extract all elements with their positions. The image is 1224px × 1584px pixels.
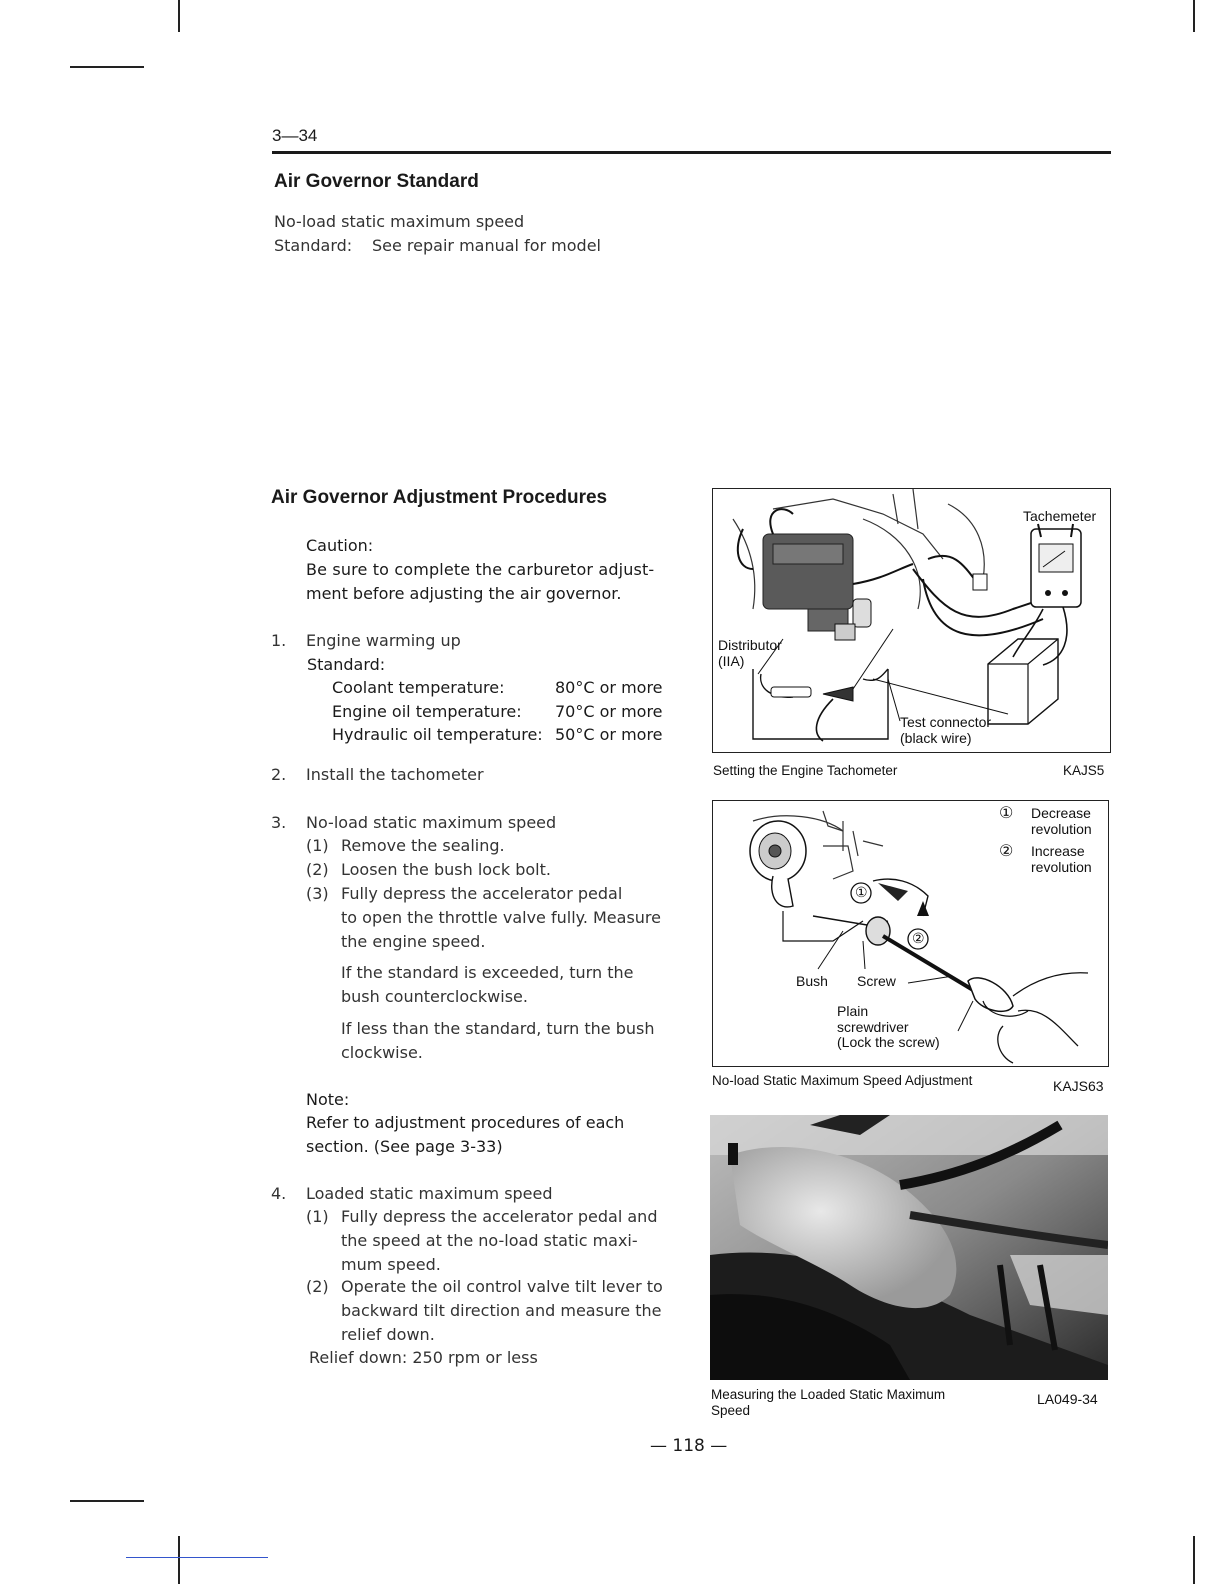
section-title-procedures: Air Governor Adjustment Procedures (271, 487, 608, 508)
legend2-line1: Increase (1031, 843, 1085, 859)
speed-adjustment-illustration (713, 801, 1108, 1066)
step3-title: No-load static maximum speed (306, 813, 557, 832)
label-test-connector-line1: Test connector (900, 714, 992, 730)
step3-less-line2: clockwise. (341, 1043, 423, 1062)
label-distributor-line1: Distributor (718, 637, 782, 653)
photo-illustration (710, 1115, 1108, 1380)
step3-sub2: Loosen the bush lock bolt. (341, 860, 551, 879)
step3-sub3-line1: Fully depress the accelerator pedal (341, 884, 623, 903)
step3-sub1: Remove the sealing. (341, 836, 505, 855)
relief-down: Relief down: 250 rpm or less (309, 1348, 538, 1367)
legend1-line2: revolution (1031, 821, 1092, 837)
crop-mark-left-top (70, 66, 144, 68)
coolant-label: Coolant temperature: (332, 678, 505, 697)
step3-exceed-line1: If the standard is exceeded, turn the (341, 963, 634, 982)
standard-value: See repair manual for model (372, 236, 601, 255)
label-screw: Screw (857, 973, 896, 989)
step3-sub3-line3: the engine speed. (341, 932, 486, 951)
caution-label: Caution: (306, 536, 374, 555)
screwdriver (883, 936, 1013, 1011)
step3-sub3-number: (3) (306, 884, 329, 903)
engine-oil-value: 70°C or more (555, 702, 663, 721)
figure2-code: KAJS63 (1053, 1078, 1104, 1094)
step3-number: 3. (271, 813, 287, 832)
step1-number: 1. (271, 631, 287, 650)
step4-number: 4. (271, 1184, 287, 1203)
adjuster-knob (750, 821, 806, 881)
figure3-caption-line2: Speed (711, 1403, 751, 1418)
caution-line1: Be sure to complete the carburetor adjust- (306, 560, 655, 579)
figure3-caption-line1: Measuring the Loaded Static Maximum (711, 1387, 946, 1402)
coolant-value: 80°C or more (555, 678, 663, 697)
engine-oil-label: Engine oil temperature: (332, 702, 522, 721)
crop-mark-bottom-baseline (126, 1557, 268, 1558)
crop-mark-left-bottom (70, 1500, 144, 1502)
page-number: — 118 — (650, 1436, 728, 1456)
step3-sub3-line2: to open the throttle valve fully. Measure (341, 908, 661, 927)
page-reference: 3—34 (272, 126, 318, 145)
tachometer-meter (1031, 524, 1081, 607)
crop-mark-top-left (178, 0, 180, 32)
section-title-standard: Air Governor Standard (274, 171, 479, 192)
legend1-number: ① (999, 805, 1014, 822)
label-plain-line3: (Lock the screw) (837, 1034, 940, 1050)
step4-sub1-line3: mum speed. (341, 1255, 441, 1274)
standard-line1: No-load static maximum speed (274, 212, 525, 231)
crop-mark-bottom-right (1193, 1536, 1195, 1584)
figure3-code: LA049-34 (1037, 1391, 1098, 1407)
step1-standard: Standard: (307, 655, 386, 674)
hydraulic-oil-value: 50°C or more (555, 725, 663, 744)
step4-title: Loaded static maximum speed (306, 1184, 553, 1203)
label-bush: Bush (796, 973, 828, 989)
crop-mark-top-right (1193, 0, 1195, 32)
figure1-code: KAJS5 (1063, 763, 1105, 778)
step4-sub1-line1: Fully depress the accelerator pedal and (341, 1207, 658, 1226)
label-plain-line1: Plain (837, 1003, 869, 1019)
step3-less-line1: If less than the standard, turn the bush (341, 1019, 655, 1038)
step4-sub2-line1: Operate the oil control valve tilt lever to (341, 1277, 663, 1296)
step3-sub1-number: (1) (306, 836, 329, 855)
label-plain-line2: screwdriver (837, 1019, 909, 1035)
step3-exceed-line2: bush counterclockwise. (341, 987, 528, 1006)
tachometer-illustration (713, 489, 1110, 752)
photo-loaded-speed (710, 1115, 1108, 1380)
step4-sub2-line3: relief down. (341, 1325, 435, 1344)
label-distributor-line2: (IIA) (718, 653, 745, 669)
note-label: Note: (306, 1090, 350, 1109)
step4-sub2-line2: backward tilt direction and measure the (341, 1301, 662, 1320)
step4-sub1-number: (1) (306, 1207, 329, 1226)
step3-sub2-number: (2) (306, 860, 329, 879)
hydraulic-oil-label: Hydraulic oil temperature: (332, 725, 543, 744)
step4-sub2-number: (2) (306, 1277, 329, 1296)
callout-1: ① (855, 884, 868, 900)
label-tachometer: Tachemeter (1023, 508, 1097, 524)
header-rule (272, 151, 1111, 154)
step2-number: 2. (271, 765, 287, 784)
step2-title: Install the tachometer (306, 765, 484, 784)
step1-title: Engine warming up (306, 631, 461, 650)
figure-tachometer (712, 488, 1111, 753)
figure1-caption: Setting the Engine Tachometer (713, 763, 898, 778)
label-test-connector-line2: (black wire) (900, 730, 972, 746)
figure-speed-adjustment (712, 800, 1109, 1067)
note-line1: Refer to adjustment procedures of each (306, 1113, 625, 1132)
legend1-line1: Decrease (1031, 805, 1091, 821)
figure2-caption: No-load Static Maximum Speed Adjustment (712, 1073, 973, 1088)
legend2-number: ② (999, 843, 1014, 860)
connector-inset (753, 669, 888, 741)
standard-label: Standard: (274, 236, 353, 255)
note-line2: section. (See page 3-33) (306, 1137, 503, 1156)
crop-mark-bottom-left (178, 1536, 180, 1584)
step4-sub1-line2: the speed at the no-load static maxi- (341, 1231, 638, 1250)
distributor-shape (763, 534, 853, 631)
legend2-line2: revolution (1031, 859, 1092, 875)
caution-line2: ment before adjusting the air governor. (306, 584, 622, 603)
callout-2: ② (912, 930, 925, 946)
